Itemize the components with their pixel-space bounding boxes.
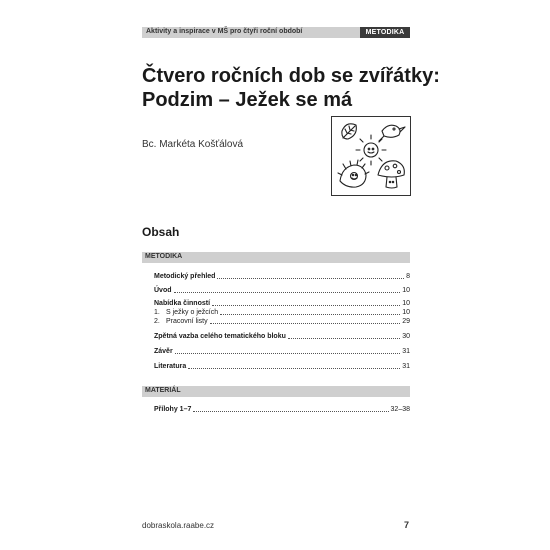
toc-leader bbox=[288, 338, 400, 339]
section-label: METODIKA bbox=[145, 253, 183, 260]
toc-entry-page: 10 bbox=[402, 309, 410, 316]
toc-entry-label: Přílohy 1–7 bbox=[154, 406, 192, 413]
toc-entry-page: 8 bbox=[406, 273, 410, 280]
toc-entry[interactable] bbox=[154, 404, 410, 414]
toc-leader bbox=[210, 323, 401, 324]
toc-entry[interactable] bbox=[154, 346, 410, 356]
toc-entry[interactable] bbox=[154, 285, 410, 295]
toc-entry[interactable] bbox=[154, 271, 410, 281]
header-section-tag: METODIKA bbox=[360, 27, 410, 38]
toc-entry-label: Úvod bbox=[154, 287, 172, 294]
toc-leader bbox=[193, 411, 388, 412]
toc-entry-page: 30 bbox=[402, 333, 410, 340]
page-number: 7 bbox=[404, 520, 410, 530]
title-line-1: Čtvero ročních dob se zvířátky: bbox=[142, 65, 440, 87]
toc-entry-label: Závěr bbox=[154, 348, 173, 355]
toc-subentry-text: S ježky o ježcích bbox=[166, 309, 219, 316]
sun-leaf-hedgehog-mushroom-drawing bbox=[332, 117, 410, 195]
toc-entry-page: 10 bbox=[402, 300, 410, 307]
header-series-title: Aktivity a inspirace v MŠ pro čtyři roční období bbox=[146, 28, 303, 35]
toc-entry-number: 2. bbox=[154, 318, 160, 325]
toc-entry-page: 31 bbox=[402, 363, 410, 370]
section-bar-material bbox=[142, 386, 410, 397]
toc-entry[interactable] bbox=[154, 331, 410, 341]
toc-entry-label bbox=[154, 317, 208, 326]
toc-leader bbox=[212, 305, 400, 306]
toc-leader bbox=[175, 353, 401, 354]
author-name: Bc. Markéta Košťálová bbox=[142, 139, 244, 150]
toc-entry-page: 10 bbox=[402, 287, 410, 294]
toc-entry-label: Literatura bbox=[154, 363, 187, 370]
toc-entry-label: Zpětná vazba celého tematického bloku bbox=[154, 333, 286, 340]
toc-entry-page: 32–38 bbox=[390, 406, 410, 413]
contents-heading: Obsah bbox=[142, 225, 180, 239]
toc-entry-number: 1. bbox=[154, 309, 160, 316]
seasons-illustration bbox=[331, 116, 411, 196]
footer-website: dobraskola.raabe.cz bbox=[142, 521, 215, 530]
page-title bbox=[142, 64, 440, 112]
section-bar-metodika bbox=[142, 252, 410, 263]
toc-leader bbox=[220, 314, 400, 315]
running-header bbox=[142, 27, 410, 38]
toc-subentry[interactable] bbox=[154, 316, 410, 326]
toc-entry-page: 29 bbox=[402, 318, 410, 325]
title-line-2: Podzim – Ježek se má bbox=[142, 89, 353, 111]
toc-entry-label: Metodický přehled bbox=[154, 273, 216, 280]
toc-entry[interactable] bbox=[154, 361, 410, 371]
toc-leader bbox=[217, 278, 404, 279]
toc-entry-label: Nabídka činností bbox=[154, 300, 211, 307]
toc-entry-page: 31 bbox=[402, 348, 410, 355]
toc-leader bbox=[188, 368, 400, 369]
section-label: MATERIÁL bbox=[145, 387, 181, 394]
toc-leader bbox=[174, 292, 401, 293]
toc-subentry-text: Pracovní listy bbox=[166, 318, 208, 325]
